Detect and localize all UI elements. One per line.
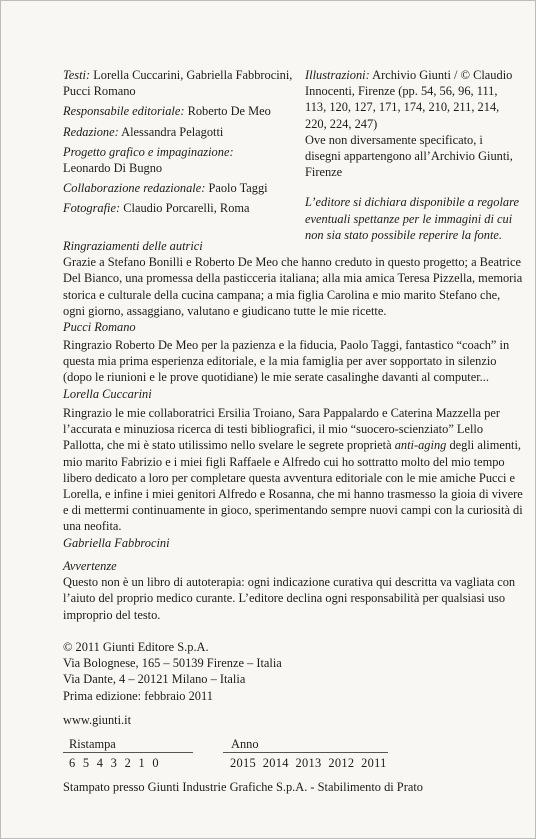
image-rights-disclaimer: L’editore si dichiara disponibile a regolare eventuali spettanze per le immagini di cui non sia stato possibile reperire la fonte. [305,195,519,242]
warnings-section [63,558,525,623]
anno-rule [223,752,388,753]
signature-fabbrocini: Gabriella Fabbrocini [63,535,170,550]
credit-illustrazioni: Illustrazioni: Archivio Giunti / © Claudio Innocenti, Firenze (pp. 54, 56, 96, 111, 113, 120, 127, 171, 174, 210, 211, 214, 220, 224, 247) [305,68,513,131]
credit-testi: Testi: Lorella Cuccarini, Gabriella Fabbrocini, Pucci Romano [63,68,293,99]
ristampa-label: Ristampa [69,737,116,751]
copyright-line: © 2011 Giunti Editore S.p.A. [63,640,209,654]
credit-progetto-grafico: Progetto grafico e impaginazione: Leonardo Di Bugno [63,144,234,176]
signature-romano: Pucci Romano [63,320,136,335]
credit-responsabile: Responsabile editoriale: Roberto De Meo [63,104,271,119]
anno-years: 2015 2014 2013 2012 2011 [230,756,387,770]
acknowledgement-paragraph-cuccarini: Ringrazio Roberto De Meo per la pazienza e la fiducia, Paolo Taggi, fantastico “coach” in questa mia prima esperienza editoriale, e la mia famiglia per aver sopportato in silenzio (dopo le riunioni e le prove quotidiane) le mie serate casalinghe davanti al computer... [63,338,510,385]
credit-fotografie: Fotografie: Claudio Porcarelli, Roma [63,201,250,216]
credit-redazione: Redazione: Alessandra Pelagotti [63,124,224,139]
acknowledgements-section [63,238,525,335]
website-link[interactable]: www.giunti.it [63,712,132,727]
credits-left-column [63,67,293,221]
credit-disegni: Ove non diversamente specificato, i disegni appartengono all’Archivio Giunti, Firenze [305,132,513,180]
address-firenze: Via Bolognese, 165 – 50139 Firenze – Italia [63,656,282,671]
warnings-heading: Avvertenze [63,559,117,573]
acknowledgement-paragraph-romano: Grazie a Stefano Bonilli e Roberto De Meo che hanno creduto in questo progetto; a Beatrice Del Bianco, una promessa della pasticceria italiana; alla mia amica Teresa Pizzella, memoria storica e culturale della cucina campana; a mia figlia Carolina e mio marito Stefano che, ogni giorno, assaggiano, valutano e giudicano tutte le mie ricette. [63,255,523,318]
anno-label: Anno [231,737,259,751]
warnings-text: Questo non è un libro di autoterapia: ogni indicazione curativa qui descritta va vagliata con l’aiuto del proprio medico curante. L’editore declina ogni responsabilità per qualsiasi uso improprio del testo. [63,575,516,622]
acknowledgements-heading: Ringraziamenti delle autrici [63,239,203,253]
ristampa-rule [63,752,193,753]
imprint-section [63,639,525,728]
ristampa-numbers: 6 5 4 3 2 1 0 [69,756,159,770]
credit-collaborazione: Collaborazione redazionale: Paolo Taggi [63,181,268,196]
edition-line: Prima edizione: febbraio 2011 [63,688,213,703]
acknowledgement-cuccarini [63,337,525,402]
credits-right-column [305,67,520,243]
signature-cuccarini: Lorella Cuccarini [63,386,152,401]
printer-line: Stampato presso Giunti Industrie Grafiche S.p.A. - Stabilimento di Prato [63,780,423,794]
acknowledgement-fabbrocini [63,405,525,551]
acknowledgement-paragraph-fabbrocini: Ringrazio le mie collaboratrici Ersilia Troiano, Sara Pappalardo e Caterina Mazzella per l’accurata e minuziosa ricerca di testi bibliografici, il mio “suocero-scienziato” Lello Pallotta, che mi è stato utilissimo nello svelare le segrete proprietà anti-aging degli alimenti, mio marito Fabrizio e i miei figli Raffaele e Alfredo cui ho sottratto molto del mio tempo libero dedicato a loro per completare questa avventura editoriale con le mie amiche Pucci e Lorella, e infine i miei genitori Alfredo e Rosanna, che mi hanno trasmesso la gioia di vivere e di mettermi continuamente in gioco, sperimentando sempre nuovi campi con la curiosità di una neofita. [63,406,523,534]
address-milano: Via Dante, 4 – 20121 Milano – Italia [63,672,246,687]
